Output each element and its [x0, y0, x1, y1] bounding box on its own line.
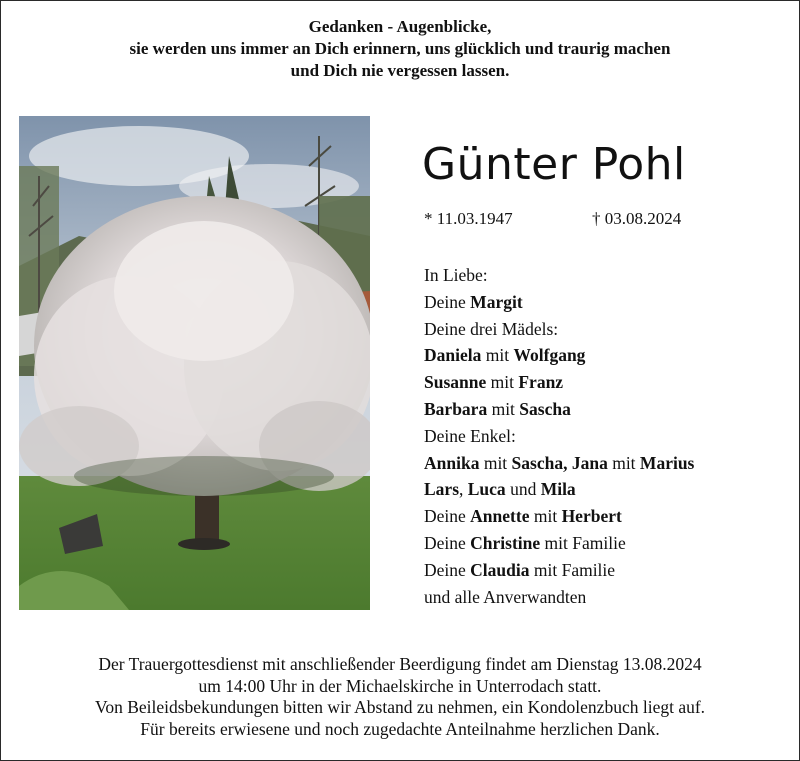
mourners-line: Deine Margit: [424, 291, 523, 312]
mourners-list: [424, 262, 784, 610]
memorial-motto: [0, 16, 800, 82]
motto-line: sie werden uns immer an Dich erinnern, uns glücklich und traurig machen: [129, 39, 671, 58]
motto-line: und Dich nie vergessen lassen.: [290, 61, 510, 80]
mourners-line: Lars, Luca und Mila: [424, 479, 576, 500]
death-date: † 03.08.2024: [592, 209, 682, 228]
mourners-line: Deine drei Mädels:: [424, 318, 559, 339]
birth-date: * 11.03.1947: [424, 209, 513, 228]
mourners-line: Deine Enkel:: [424, 425, 516, 446]
footer-line: Für bereits erwiesene und noch zugedachte Anteilnahme herzlichen Dank.: [140, 718, 660, 739]
footer-line: um 14:00 Uhr in der Michaelskirche in Unterrodach statt.: [198, 675, 602, 696]
mourners-line: In Liebe:: [424, 265, 488, 285]
footer-line: Von Beileidsbekundungen bitten wir Abstand zu nehmen, ein Kondolenzbuch liegt auf.: [94, 697, 706, 717]
mourners-line: Barbara mit Sascha: [424, 398, 571, 419]
mourners-line: und alle Anverwandten: [424, 586, 587, 607]
mourners-line: Deine Annette mit Herbert: [424, 506, 622, 527]
mourners-line: Annika mit Sascha, Jana mit Marius: [424, 452, 695, 473]
deceased-name: Günter Pohl: [422, 139, 686, 190]
footer-line: Der Trauergottesdienst mit anschließender Beerdigung findet am Dienstag 13.08.2024: [98, 654, 702, 674]
mourners-line: Susanne mit Franz: [424, 372, 564, 393]
mourners-line: Daniela mit Wolfgang: [424, 345, 586, 366]
motto-line: Gedanken - Augenblicke,: [308, 17, 492, 36]
blossoming-tree-photo: [19, 116, 370, 610]
mourners-line: Deine Christine mit Familie: [424, 532, 626, 553]
funeral-announcement: [0, 654, 800, 740]
mourners-line: Deine Claudia mit Familie: [424, 559, 616, 580]
